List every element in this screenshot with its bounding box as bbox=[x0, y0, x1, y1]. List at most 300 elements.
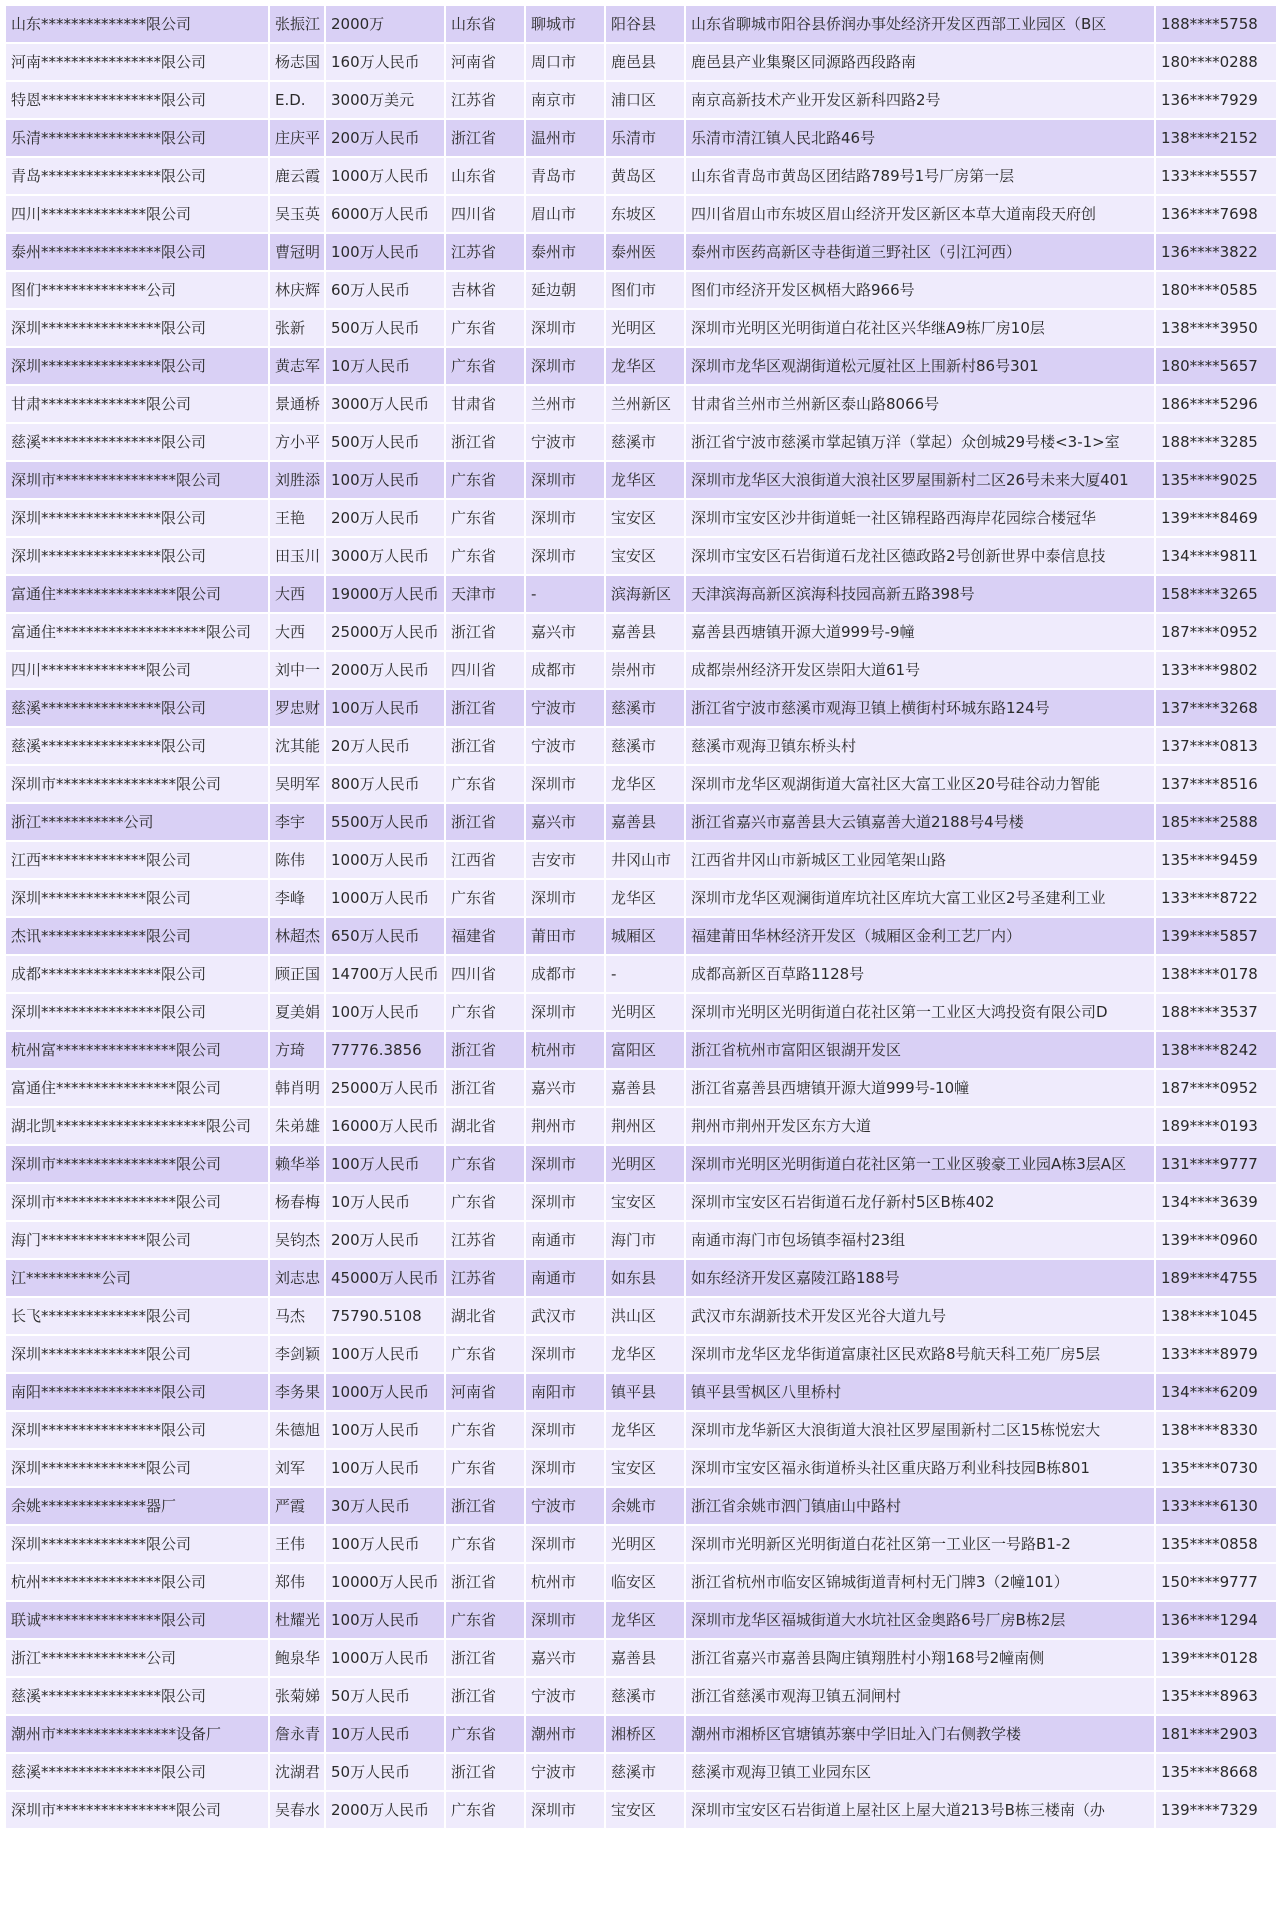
cell-province: 福建省 bbox=[446, 918, 524, 954]
cell-capital: 2000万 bbox=[326, 6, 444, 42]
cell-phone: 139****0128 bbox=[1156, 1640, 1276, 1676]
table-row bbox=[6, 1526, 1276, 1562]
cell-district: 慈溪市 bbox=[606, 728, 684, 764]
cell-contact: 朱弟雄 bbox=[270, 1108, 324, 1144]
cell-capital: 3000万人民币 bbox=[326, 386, 444, 422]
table-row bbox=[6, 804, 1276, 840]
cell-capital: 60万人民币 bbox=[326, 272, 444, 308]
cell-district: 宝安区 bbox=[606, 1792, 684, 1828]
cell-city: 深圳市 bbox=[526, 1146, 604, 1182]
cell-district: 光明区 bbox=[606, 1526, 684, 1562]
cell-phone: 188****5758 bbox=[1156, 6, 1276, 42]
table-row bbox=[6, 500, 1276, 536]
table-row bbox=[6, 1412, 1276, 1448]
cell-company: 深圳市****************限公司 bbox=[6, 1184, 268, 1220]
table-row bbox=[6, 1374, 1276, 1410]
cell-province: 广东省 bbox=[446, 1184, 524, 1220]
cell-province: 江苏省 bbox=[446, 234, 524, 270]
cell-address: 深圳市光明区光明街道白花社区第一工业区大鸿投资有限公司D bbox=[686, 994, 1154, 1030]
cell-contact: 张振江 bbox=[270, 6, 324, 42]
cell-city: 宁波市 bbox=[526, 690, 604, 726]
cell-district: 东坡区 bbox=[606, 196, 684, 232]
cell-address: 深圳市光明区光明街道白花社区第一工业区骏豪工业园A栋3层A区 bbox=[686, 1146, 1154, 1182]
cell-city: 潮州市 bbox=[526, 1716, 604, 1752]
cell-city: 深圳市 bbox=[526, 310, 604, 346]
cell-capital: 200万人民币 bbox=[326, 500, 444, 536]
table-row bbox=[6, 690, 1276, 726]
cell-province: 江苏省 bbox=[446, 1260, 524, 1296]
cell-capital: 1000万人民币 bbox=[326, 158, 444, 194]
cell-phone: 189****4755 bbox=[1156, 1260, 1276, 1296]
cell-capital: 2000万人民币 bbox=[326, 1792, 444, 1828]
cell-phone: 134****6209 bbox=[1156, 1374, 1276, 1410]
cell-city: 杭州市 bbox=[526, 1032, 604, 1068]
cell-company: 特恩****************限公司 bbox=[6, 82, 268, 118]
cell-district: 嘉善县 bbox=[606, 1640, 684, 1676]
cell-address: 深圳市光明新区光明街道白花社区第一工业区一号路B1-2 bbox=[686, 1526, 1154, 1562]
table-row bbox=[6, 766, 1276, 802]
cell-city: 深圳市 bbox=[526, 1184, 604, 1220]
table-row bbox=[6, 994, 1276, 1030]
cell-company: 杭州****************限公司 bbox=[6, 1564, 268, 1600]
cell-contact: 吴明军 bbox=[270, 766, 324, 802]
cell-district: 光明区 bbox=[606, 994, 684, 1030]
cell-company: 富通住****************限公司 bbox=[6, 1070, 268, 1106]
cell-company: 深圳**************限公司 bbox=[6, 1450, 268, 1486]
cell-contact: 王艳 bbox=[270, 500, 324, 536]
cell-contact: 刘军 bbox=[270, 1450, 324, 1486]
cell-province: 浙江省 bbox=[446, 1032, 524, 1068]
cell-contact: 林超杰 bbox=[270, 918, 324, 954]
cell-province: 浙江省 bbox=[446, 424, 524, 460]
cell-contact: 郑伟 bbox=[270, 1564, 324, 1600]
cell-phone: 187****0952 bbox=[1156, 1070, 1276, 1106]
cell-company: 深圳市****************限公司 bbox=[6, 462, 268, 498]
cell-district: 宝安区 bbox=[606, 1450, 684, 1486]
cell-phone: 139****0960 bbox=[1156, 1222, 1276, 1258]
cell-capital: 25000万人民币 bbox=[326, 1070, 444, 1106]
cell-address: 四川省眉山市东坡区眉山经济开发区新区本草大道南段天府创 bbox=[686, 196, 1154, 232]
cell-contact: 杨志国 bbox=[270, 44, 324, 80]
cell-phone: 139****7329 bbox=[1156, 1792, 1276, 1828]
cell-company: 深圳**************限公司 bbox=[6, 1336, 268, 1372]
cell-address: 浙江省宁波市慈溪市掌起镇万洋（掌起）众创城29号楼<3-1>室 bbox=[686, 424, 1154, 460]
cell-contact: 刘志忠 bbox=[270, 1260, 324, 1296]
cell-district: - bbox=[606, 956, 684, 992]
cell-contact: 严霞 bbox=[270, 1488, 324, 1524]
cell-company: 深圳****************限公司 bbox=[6, 538, 268, 574]
cell-address: 深圳市龙华区大浪街道大浪社区罗屋围新村二区26号未来大厦401 bbox=[686, 462, 1154, 498]
cell-contact: 刘胜添 bbox=[270, 462, 324, 498]
cell-phone: 186****5296 bbox=[1156, 386, 1276, 422]
table-row bbox=[6, 576, 1276, 612]
cell-address: 深圳市光明区光明街道白花社区兴华继A9栋厂房10层 bbox=[686, 310, 1154, 346]
cell-company: 慈溪****************限公司 bbox=[6, 1678, 268, 1714]
cell-phone: 135****9459 bbox=[1156, 842, 1276, 878]
cell-company: 江**********公司 bbox=[6, 1260, 268, 1296]
cell-city: 泰州市 bbox=[526, 234, 604, 270]
cell-contact: 李宇 bbox=[270, 804, 324, 840]
cell-city: 嘉兴市 bbox=[526, 1640, 604, 1676]
cell-phone: 135****0858 bbox=[1156, 1526, 1276, 1562]
cell-contact: 朱德旭 bbox=[270, 1412, 324, 1448]
cell-city: 嘉兴市 bbox=[526, 1070, 604, 1106]
cell-capital: 100万人民币 bbox=[326, 1450, 444, 1486]
cell-province: 广东省 bbox=[446, 1336, 524, 1372]
cell-capital: 100万人民币 bbox=[326, 994, 444, 1030]
cell-capital: 3000万人民币 bbox=[326, 538, 444, 574]
table-row bbox=[6, 1754, 1276, 1790]
cell-district: 慈溪市 bbox=[606, 424, 684, 460]
cell-phone: 136****3822 bbox=[1156, 234, 1276, 270]
cell-phone: 134****3639 bbox=[1156, 1184, 1276, 1220]
cell-company: 图们**************公司 bbox=[6, 272, 268, 308]
cell-city: 深圳市 bbox=[526, 880, 604, 916]
cell-province: 广东省 bbox=[446, 766, 524, 802]
cell-company: 浙江***********公司 bbox=[6, 804, 268, 840]
cell-address: 浙江省杭州市临安区锦城街道青柯村无门牌3（2幢101） bbox=[686, 1564, 1154, 1600]
cell-contact: 方琦 bbox=[270, 1032, 324, 1068]
cell-district: 洪山区 bbox=[606, 1298, 684, 1334]
cell-company: 湖北凯********************限公司 bbox=[6, 1108, 268, 1144]
cell-phone: 180****0288 bbox=[1156, 44, 1276, 80]
cell-province: 广东省 bbox=[446, 538, 524, 574]
cell-contact: 张菊娣 bbox=[270, 1678, 324, 1714]
cell-district: 浦口区 bbox=[606, 82, 684, 118]
cell-address: 山东省聊城市阳谷县侨润办事处经济开发区西部工业园区（B区 bbox=[686, 6, 1154, 42]
cell-province: 天津市 bbox=[446, 576, 524, 612]
cell-capital: 16000万人民币 bbox=[326, 1108, 444, 1144]
cell-address: 慈溪市观海卫镇东桥头村 bbox=[686, 728, 1154, 764]
cell-province: 河南省 bbox=[446, 1374, 524, 1410]
cell-district: 湘桥区 bbox=[606, 1716, 684, 1752]
table-row bbox=[6, 462, 1276, 498]
cell-contact: 王伟 bbox=[270, 1526, 324, 1562]
cell-contact: 陈伟 bbox=[270, 842, 324, 878]
cell-city: - bbox=[526, 576, 604, 612]
table-row bbox=[6, 6, 1276, 42]
cell-city: 南阳市 bbox=[526, 1374, 604, 1410]
table-row bbox=[6, 1602, 1276, 1638]
table-row bbox=[6, 44, 1276, 80]
cell-phone: 158****3265 bbox=[1156, 576, 1276, 612]
table-row bbox=[6, 614, 1276, 650]
cell-province: 吉林省 bbox=[446, 272, 524, 308]
cell-district: 泰州医 bbox=[606, 234, 684, 270]
cell-address: 浙江省宁波市慈溪市观海卫镇上横街村环城东路124号 bbox=[686, 690, 1154, 726]
cell-province: 广东省 bbox=[446, 880, 524, 916]
cell-company: 成都****************限公司 bbox=[6, 956, 268, 992]
table-row bbox=[6, 1792, 1276, 1828]
cell-phone: 133****8979 bbox=[1156, 1336, 1276, 1372]
cell-address: 深圳市宝安区石岩街道上屋社区上屋大道213号B栋三楼南（办 bbox=[686, 1792, 1154, 1828]
cell-phone: 133****9802 bbox=[1156, 652, 1276, 688]
cell-phone: 136****7698 bbox=[1156, 196, 1276, 232]
cell-district: 嘉善县 bbox=[606, 614, 684, 650]
table-row bbox=[6, 880, 1276, 916]
cell-province: 广东省 bbox=[446, 348, 524, 384]
cell-company: 深圳**************限公司 bbox=[6, 1526, 268, 1562]
cell-company: 余姚**************器厂 bbox=[6, 1488, 268, 1524]
cell-district: 富阳区 bbox=[606, 1032, 684, 1068]
cell-city: 深圳市 bbox=[526, 500, 604, 536]
cell-contact: 李剑颖 bbox=[270, 1336, 324, 1372]
table-row bbox=[6, 1716, 1276, 1752]
cell-address: 成都崇州经济开发区崇阳大道61号 bbox=[686, 652, 1154, 688]
cell-capital: 10000万人民币 bbox=[326, 1564, 444, 1600]
table-row bbox=[6, 82, 1276, 118]
cell-city: 荆州市 bbox=[526, 1108, 604, 1144]
cell-address: 图们市经济开发区枫梧大路966号 bbox=[686, 272, 1154, 308]
cell-district: 龙华区 bbox=[606, 880, 684, 916]
table-row bbox=[6, 1678, 1276, 1714]
cell-contact: 杜耀光 bbox=[270, 1602, 324, 1638]
cell-province: 浙江省 bbox=[446, 1678, 524, 1714]
cell-district: 龙华区 bbox=[606, 462, 684, 498]
cell-province: 湖北省 bbox=[446, 1108, 524, 1144]
cell-city: 眉山市 bbox=[526, 196, 604, 232]
cell-province: 江苏省 bbox=[446, 1222, 524, 1258]
cell-capital: 45000万人民币 bbox=[326, 1260, 444, 1296]
table-row bbox=[6, 538, 1276, 574]
cell-city: 聊城市 bbox=[526, 6, 604, 42]
cell-phone: 181****2903 bbox=[1156, 1716, 1276, 1752]
cell-address: 浙江省余姚市泗门镇庙山中路村 bbox=[686, 1488, 1154, 1524]
cell-phone: 138****1045 bbox=[1156, 1298, 1276, 1334]
cell-company: 甘肃**************限公司 bbox=[6, 386, 268, 422]
cell-district: 城厢区 bbox=[606, 918, 684, 954]
cell-district: 崇州市 bbox=[606, 652, 684, 688]
cell-city: 深圳市 bbox=[526, 1792, 604, 1828]
cell-address: 山东省青岛市黄岛区团结路789号1号厂房第一层 bbox=[686, 158, 1154, 194]
table-row bbox=[6, 234, 1276, 270]
cell-capital: 10万人民币 bbox=[326, 1716, 444, 1752]
cell-contact: 张新 bbox=[270, 310, 324, 346]
cell-city: 青岛市 bbox=[526, 158, 604, 194]
cell-company: 山东**************限公司 bbox=[6, 6, 268, 42]
cell-capital: 19000万人民币 bbox=[326, 576, 444, 612]
cell-address: 深圳市龙华区观湖街道大富社区大富工业区20号硅谷动力智能 bbox=[686, 766, 1154, 802]
cell-company: 慈溪****************限公司 bbox=[6, 690, 268, 726]
cell-capital: 160万人民币 bbox=[326, 44, 444, 80]
cell-company: 慈溪****************限公司 bbox=[6, 424, 268, 460]
cell-district: 图们市 bbox=[606, 272, 684, 308]
cell-capital: 75790.5108 bbox=[326, 1298, 444, 1334]
cell-phone: 187****0952 bbox=[1156, 614, 1276, 650]
cell-province: 甘肃省 bbox=[446, 386, 524, 422]
cell-province: 山东省 bbox=[446, 6, 524, 42]
cell-contact: E.D. bbox=[270, 82, 324, 118]
cell-capital: 100万人民币 bbox=[326, 690, 444, 726]
cell-city: 成都市 bbox=[526, 956, 604, 992]
cell-company: 泰州****************限公司 bbox=[6, 234, 268, 270]
table-row bbox=[6, 918, 1276, 954]
table-row bbox=[6, 310, 1276, 346]
cell-phone: 137****0813 bbox=[1156, 728, 1276, 764]
cell-address: 南京高新技术产业开发区新科四路2号 bbox=[686, 82, 1154, 118]
cell-district: 龙华区 bbox=[606, 1412, 684, 1448]
cell-province: 江苏省 bbox=[446, 82, 524, 118]
cell-contact: 罗忠财 bbox=[270, 690, 324, 726]
cell-province: 广东省 bbox=[446, 462, 524, 498]
cell-contact: 吴钧杰 bbox=[270, 1222, 324, 1258]
cell-contact: 大西 bbox=[270, 614, 324, 650]
cell-address: 深圳市宝安区石岩街道石龙仔新村5区B栋402 bbox=[686, 1184, 1154, 1220]
cell-district: 龙华区 bbox=[606, 766, 684, 802]
cell-address: 乐清市清江镇人民北路46号 bbox=[686, 120, 1154, 156]
cell-province: 广东省 bbox=[446, 500, 524, 536]
cell-contact: 大西 bbox=[270, 576, 324, 612]
cell-contact: 赖华举 bbox=[270, 1146, 324, 1182]
cell-province: 浙江省 bbox=[446, 1070, 524, 1106]
table-row bbox=[6, 1450, 1276, 1486]
table-row bbox=[6, 1146, 1276, 1182]
cell-province: 四川省 bbox=[446, 652, 524, 688]
cell-district: 阳谷县 bbox=[606, 6, 684, 42]
cell-capital: 650万人民币 bbox=[326, 918, 444, 954]
cell-province: 广东省 bbox=[446, 1526, 524, 1562]
cell-city: 宁波市 bbox=[526, 1754, 604, 1790]
table-row bbox=[6, 1222, 1276, 1258]
cell-phone: 185****2588 bbox=[1156, 804, 1276, 840]
cell-capital: 1000万人民币 bbox=[326, 880, 444, 916]
cell-phone: 139****5857 bbox=[1156, 918, 1276, 954]
cell-address: 武汉市东湖新技术开发区光谷大道九号 bbox=[686, 1298, 1154, 1334]
cell-district: 乐清市 bbox=[606, 120, 684, 156]
cell-city: 深圳市 bbox=[526, 1526, 604, 1562]
cell-contact: 马杰 bbox=[270, 1298, 324, 1334]
cell-district: 光明区 bbox=[606, 310, 684, 346]
cell-city: 成都市 bbox=[526, 652, 604, 688]
cell-district: 临安区 bbox=[606, 1564, 684, 1600]
cell-phone: 189****0193 bbox=[1156, 1108, 1276, 1144]
cell-address: 天津滨海高新区滨海科技园高新五路398号 bbox=[686, 576, 1154, 612]
cell-capital: 10万人民币 bbox=[326, 348, 444, 384]
cell-district: 宝安区 bbox=[606, 1184, 684, 1220]
table-row bbox=[6, 842, 1276, 878]
cell-capital: 10万人民币 bbox=[326, 1184, 444, 1220]
cell-phone: 139****8469 bbox=[1156, 500, 1276, 536]
table-row bbox=[6, 1564, 1276, 1600]
cell-province: 浙江省 bbox=[446, 690, 524, 726]
cell-province: 浙江省 bbox=[446, 1640, 524, 1676]
cell-phone: 133****8722 bbox=[1156, 880, 1276, 916]
table-row bbox=[6, 652, 1276, 688]
cell-contact: 方小平 bbox=[270, 424, 324, 460]
cell-province: 四川省 bbox=[446, 196, 524, 232]
cell-province: 浙江省 bbox=[446, 804, 524, 840]
cell-province: 四川省 bbox=[446, 956, 524, 992]
cell-province: 广东省 bbox=[446, 310, 524, 346]
cell-capital: 100万人民币 bbox=[326, 1146, 444, 1182]
cell-city: 南京市 bbox=[526, 82, 604, 118]
cell-phone: 133****5557 bbox=[1156, 158, 1276, 194]
company-table-container bbox=[4, 4, 1276, 1830]
cell-company: 联诚****************限公司 bbox=[6, 1602, 268, 1638]
cell-company: 浙江**************公司 bbox=[6, 1640, 268, 1676]
company-table-body bbox=[6, 6, 1276, 1828]
cell-phone: 188****3285 bbox=[1156, 424, 1276, 460]
cell-capital: 20万人民币 bbox=[326, 728, 444, 764]
table-row bbox=[6, 272, 1276, 308]
cell-company: 慈溪****************限公司 bbox=[6, 728, 268, 764]
cell-capital: 25000万人民币 bbox=[326, 614, 444, 650]
table-row bbox=[6, 1070, 1276, 1106]
cell-contact: 沈其能 bbox=[270, 728, 324, 764]
cell-city: 南通市 bbox=[526, 1260, 604, 1296]
cell-phone: 135****9025 bbox=[1156, 462, 1276, 498]
cell-province: 浙江省 bbox=[446, 728, 524, 764]
cell-phone: 131****9777 bbox=[1156, 1146, 1276, 1182]
cell-city: 宁波市 bbox=[526, 728, 604, 764]
cell-city: 深圳市 bbox=[526, 994, 604, 1030]
cell-capital: 30万人民币 bbox=[326, 1488, 444, 1524]
cell-province: 浙江省 bbox=[446, 120, 524, 156]
cell-address: 浙江省嘉兴市嘉善县陶庄镇翔胜村小翔168号2幢南侧 bbox=[686, 1640, 1154, 1676]
cell-city: 宁波市 bbox=[526, 424, 604, 460]
cell-contact: 曹冠明 bbox=[270, 234, 324, 270]
cell-capital: 800万人民币 bbox=[326, 766, 444, 802]
cell-phone: 135****8963 bbox=[1156, 1678, 1276, 1714]
cell-district: 嘉善县 bbox=[606, 804, 684, 840]
cell-district: 龙华区 bbox=[606, 348, 684, 384]
cell-province: 浙江省 bbox=[446, 1564, 524, 1600]
cell-phone: 136****7929 bbox=[1156, 82, 1276, 118]
cell-address: 深圳市龙华区福城街道大水坑社区金奥路6号厂房B栋2层 bbox=[686, 1602, 1154, 1638]
cell-capital: 77776.3856 bbox=[326, 1032, 444, 1068]
cell-city: 深圳市 bbox=[526, 1450, 604, 1486]
cell-province: 江西省 bbox=[446, 842, 524, 878]
cell-company: 深圳****************限公司 bbox=[6, 1412, 268, 1448]
cell-address: 深圳市龙华区观湖街道松元厦社区上围新村86号301 bbox=[686, 348, 1154, 384]
cell-address: 泰州市医药高新区寺巷街道三野社区（引江河西） bbox=[686, 234, 1154, 270]
cell-contact: 景通桥 bbox=[270, 386, 324, 422]
cell-address: 福建莆田华林经济开发区（城厢区金利工艺厂内） bbox=[686, 918, 1154, 954]
cell-company: 富通住****************限公司 bbox=[6, 576, 268, 612]
table-row bbox=[6, 1108, 1276, 1144]
table-row bbox=[6, 1488, 1276, 1524]
cell-city: 兰州市 bbox=[526, 386, 604, 422]
cell-city: 南通市 bbox=[526, 1222, 604, 1258]
cell-company: 长飞**************限公司 bbox=[6, 1298, 268, 1334]
cell-company: 杰讯**************限公司 bbox=[6, 918, 268, 954]
cell-capital: 500万人民币 bbox=[326, 310, 444, 346]
cell-province: 山东省 bbox=[446, 158, 524, 194]
table-row bbox=[6, 158, 1276, 194]
cell-phone: 138****8330 bbox=[1156, 1412, 1276, 1448]
cell-address: 成都高新区百草路1128号 bbox=[686, 956, 1154, 992]
cell-city: 莆田市 bbox=[526, 918, 604, 954]
cell-province: 广东省 bbox=[446, 994, 524, 1030]
cell-phone: 138****0178 bbox=[1156, 956, 1276, 992]
cell-contact: 吴玉英 bbox=[270, 196, 324, 232]
cell-contact: 韩肖明 bbox=[270, 1070, 324, 1106]
cell-city: 杭州市 bbox=[526, 1564, 604, 1600]
cell-province: 广东省 bbox=[446, 1450, 524, 1486]
cell-capital: 14700万人民币 bbox=[326, 956, 444, 992]
cell-province: 广东省 bbox=[446, 1146, 524, 1182]
cell-capital: 100万人民币 bbox=[326, 234, 444, 270]
cell-city: 吉安市 bbox=[526, 842, 604, 878]
cell-company: 深圳**************限公司 bbox=[6, 880, 268, 916]
cell-capital: 100万人民币 bbox=[326, 1336, 444, 1372]
table-row bbox=[6, 120, 1276, 156]
cell-contact: 沈湖君 bbox=[270, 1754, 324, 1790]
cell-district: 慈溪市 bbox=[606, 1754, 684, 1790]
cell-city: 温州市 bbox=[526, 120, 604, 156]
cell-district: 兰州新区 bbox=[606, 386, 684, 422]
table-row bbox=[6, 424, 1276, 460]
